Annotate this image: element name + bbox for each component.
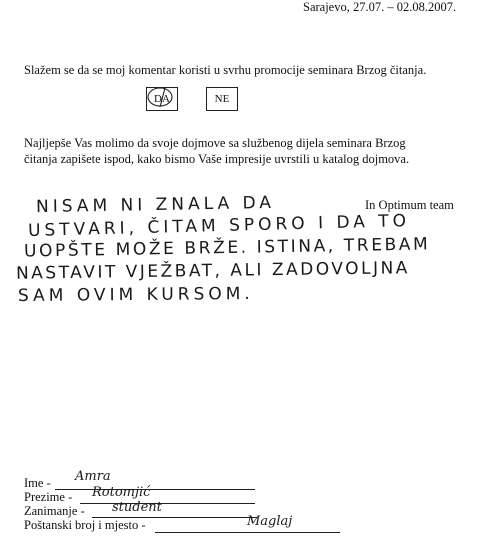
place-date: Sarajevo, 27.07. – 02.08.2007. [303,0,457,14]
occupation-label: Zanimanje - [24,504,85,518]
comment-line-5: SAM OVIM KURSOM. [17,283,254,307]
postal-label: Poštanski broj i mjesto - [24,518,146,532]
no-label: NE [214,93,230,105]
no-checkbox[interactable] [206,87,238,111]
comment-line-2: USTVARI, ČITAM SPORO I DA TO [27,211,411,241]
team-label: In Optimum team [365,198,454,212]
selection-circle-icon [144,85,178,111]
occupation-value[interactable]: student [112,500,162,515]
postal-line [155,532,340,533]
consent-text: Slažem se da se moj komentar koristi u svrhu promocije seminara Brzog čitanja. [24,63,427,77]
yes-checkbox[interactable] [146,87,178,111]
name-value[interactable]: Amra [75,469,111,484]
comment-line-4: NASTAVIT VJEŽBAT, ALI ZADOVOLJNA [15,258,411,284]
surname-label: Prezime - [24,490,73,504]
surname-value[interactable]: Rotomjić [92,485,151,500]
name-label: Ime - [24,476,51,490]
postal-value[interactable]: Maglaj [247,514,293,529]
name-line [55,489,255,490]
request-line-2: čitanja zapišete ispod, kako bismo Vaše impresije uvrstili u katalog dojmova. [24,152,410,166]
comment-line-3: UOPŠTE MOŽE BRŽE. ISTINA, TREBAM [23,234,431,262]
surname-line [80,503,255,504]
request-line-1: Najljepše Vas molimo da svoje dojmove sa službenog dijela seminara Brzog [24,136,406,150]
yes-label: DA [154,93,170,105]
comment-line-1: NISAM NI ZNALA DA [35,192,276,218]
